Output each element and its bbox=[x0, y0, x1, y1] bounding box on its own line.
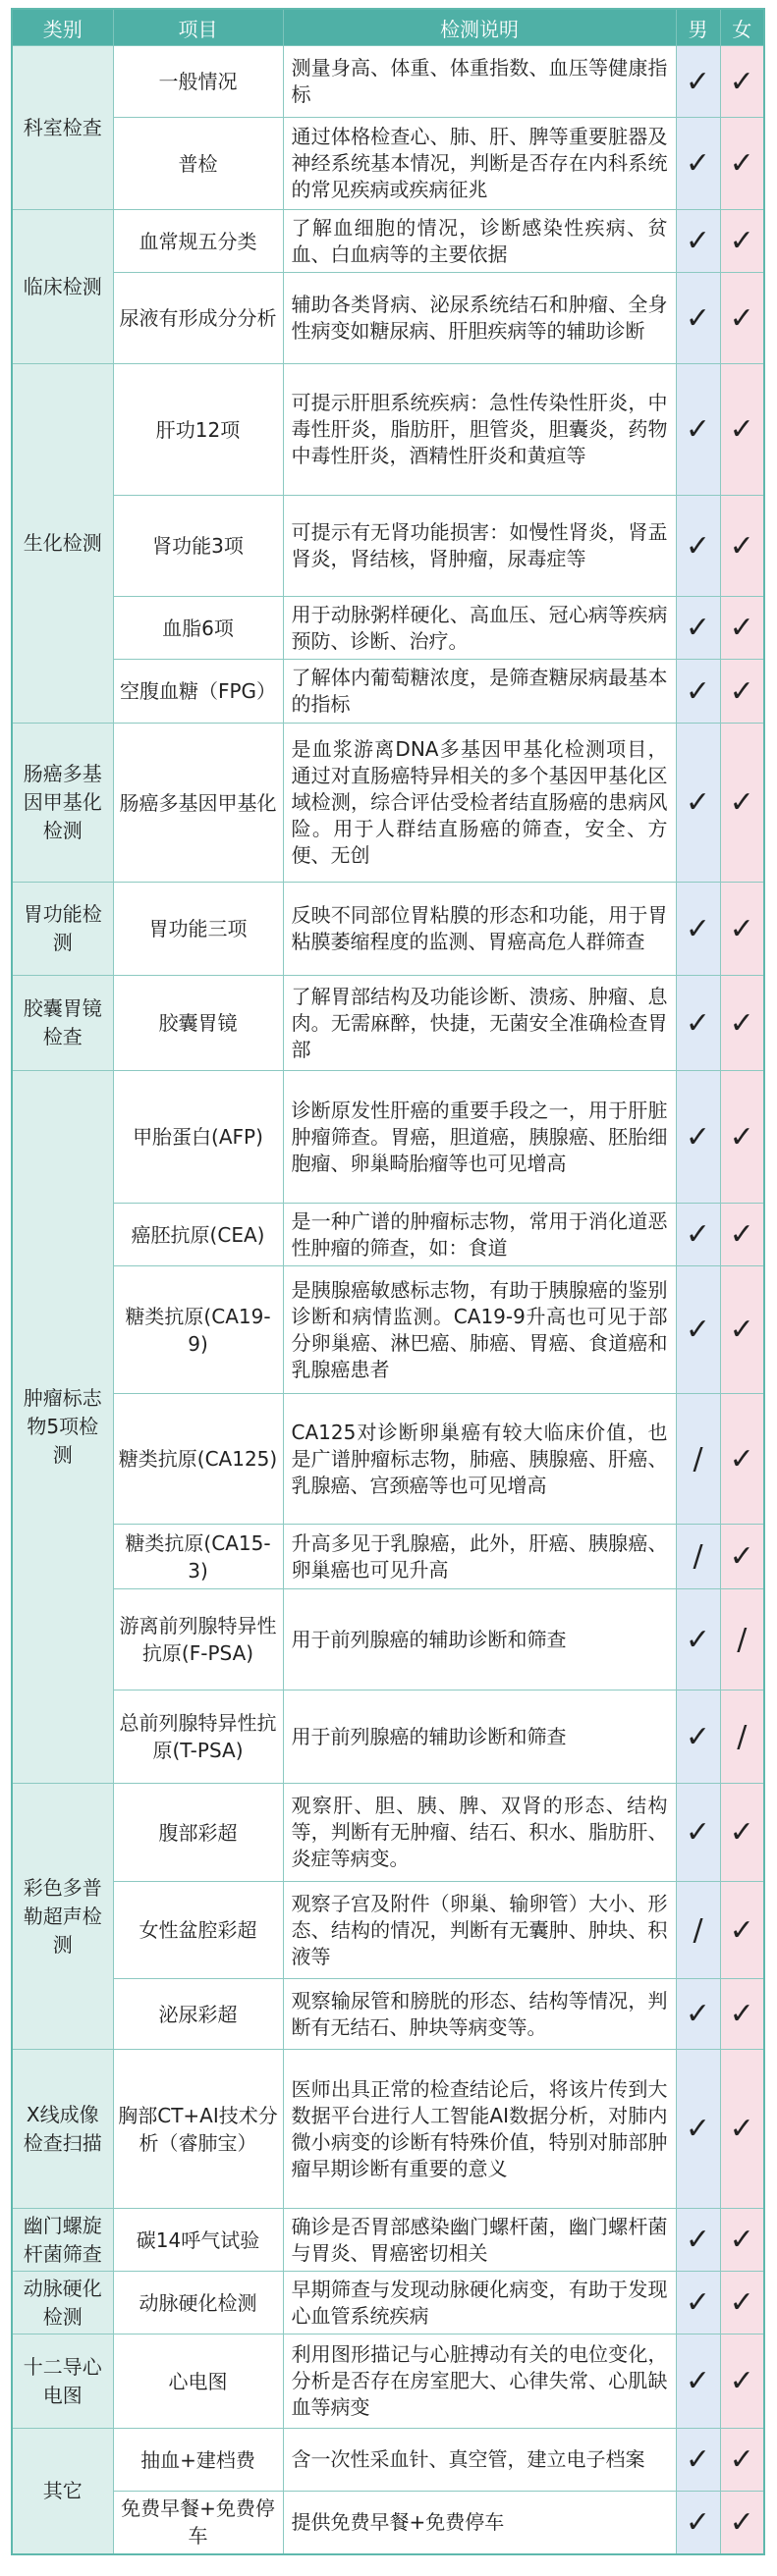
table-row bbox=[12, 1589, 764, 1690]
category-cell: 临床检测 bbox=[12, 210, 113, 364]
header-description: 检测说明 bbox=[283, 9, 676, 46]
table-row bbox=[12, 883, 764, 976]
male-mark-cell: ✓ bbox=[676, 1784, 720, 1882]
male-mark-cell: ✓ bbox=[676, 118, 720, 210]
table-row bbox=[12, 1266, 764, 1394]
item-cell: 尿液有形成分分析 bbox=[113, 273, 283, 364]
description-cell: 用于前列腺癌的辅助诊断和筛查 bbox=[283, 1690, 676, 1784]
female-mark-cell: ✓ bbox=[720, 976, 764, 1071]
description-cell: 用于动脉粥样硬化、高血压、冠心病等疾病预防、诊断、治疗。 bbox=[283, 597, 676, 660]
male-mark-cell: ✓ bbox=[676, 597, 720, 660]
description-cell: 观察输尿管和膀胱的形态、结构等情况，判断有无结石、肿块等病变等。 bbox=[283, 1979, 676, 2050]
female-mark-cell: ✓ bbox=[720, 210, 764, 273]
table-row bbox=[12, 1525, 764, 1589]
female-mark-cell: ✓ bbox=[720, 2272, 764, 2334]
description-cell: 诊断原发性肝癌的重要手段之一，用于肝脏肿瘤筛查。胃癌，胆道癌，胰腺癌、胚胎细胞瘤、卵巢畸胎瘤等也可见增高 bbox=[283, 1071, 676, 1204]
table-row bbox=[12, 46, 764, 118]
description-cell: 提供免费早餐+免费停车 bbox=[283, 2492, 676, 2554]
item-cell: 普检 bbox=[113, 118, 283, 210]
female-mark-cell: ✓ bbox=[720, 2209, 764, 2272]
male-mark-cell: ✓ bbox=[676, 1690, 720, 1784]
item-cell: 糖类抗原(CA15-3) bbox=[113, 1525, 283, 1589]
female-mark-cell: ✓ bbox=[720, 2050, 764, 2209]
item-cell: 总前列腺特异性抗原(T-PSA) bbox=[113, 1690, 283, 1784]
description-cell: 辅助各类肾病、泌尿系统结石和肿瘤、全身性病变如糖尿病、肝胆疾病等的辅助诊断 bbox=[283, 273, 676, 364]
item-cell: 甲胎蛋白(AFP) bbox=[113, 1071, 283, 1204]
category-cell: 彩色多普勒超声检测 bbox=[12, 1784, 113, 2050]
female-mark-cell: ✓ bbox=[720, 2334, 764, 2429]
female-mark-cell: ✓ bbox=[720, 273, 764, 364]
male-mark-cell: ✓ bbox=[676, 2209, 720, 2272]
table-row bbox=[12, 1204, 764, 1266]
table-row bbox=[12, 2272, 764, 2334]
category-cell: X线成像检查扫描 bbox=[12, 2050, 113, 2209]
exam-package-table-container bbox=[11, 8, 763, 2560]
description-cell: 了解胃部结构及功能诊断、溃疡、肿瘤、息肉。无需麻醉，快捷，无菌安全准确检查胃部 bbox=[283, 976, 676, 1071]
description-cell: 观察肝、胆、胰、脾、双肾的形态、结构等，判断有无肿瘤、结石、积水、脂肪肝、炎症等病变。 bbox=[283, 1784, 676, 1882]
table-row bbox=[12, 364, 764, 496]
table-row bbox=[12, 1979, 764, 2050]
description-cell: 观察子宫及附件（卵巢、输卵管）大小、形态、结构的情况，判断有无囊肿、肿块、积液等 bbox=[283, 1882, 676, 1979]
category-cell: 生化检测 bbox=[12, 364, 113, 724]
table-row bbox=[12, 660, 764, 724]
female-mark-cell: ✓ bbox=[720, 660, 764, 724]
male-mark-cell: ✓ bbox=[676, 1071, 720, 1204]
female-mark-cell: / bbox=[720, 1690, 764, 1784]
category-cell: 胶囊胃镜检查 bbox=[12, 976, 113, 1071]
description-cell: CA125对诊断卵巢癌有较大临床价值，也是广谱肿瘤标志物，肺癌、胰腺癌、肝癌、乳腺癌、宫颈癌等也可见增高 bbox=[283, 1394, 676, 1525]
description-cell: 了解血细胞的情况，诊断感染性疾病、贫血、白血病等的主要依据 bbox=[283, 210, 676, 273]
male-mark-cell: ✓ bbox=[676, 496, 720, 597]
female-mark-cell: ✓ bbox=[720, 1071, 764, 1204]
male-mark-cell: ✓ bbox=[676, 2334, 720, 2429]
description-cell: 可提示肝胆系统疾病：急性传染性肝炎，中毒性肝炎，脂肪肝，胆管炎，胆囊炎，药物中毒性肝炎，酒精性肝炎和黄疸等 bbox=[283, 364, 676, 496]
male-mark-cell: ✓ bbox=[676, 364, 720, 496]
description-cell: 是胰腺癌敏感标志物，有助于胰腺癌的鉴别诊断和病情监测。CA19-9升高也可见于部分卵巢癌、淋巴癌、肺癌、胃癌、食道癌和乳腺癌患者 bbox=[283, 1266, 676, 1394]
table-row bbox=[12, 976, 764, 1071]
item-cell: 胶囊胃镜 bbox=[113, 976, 283, 1071]
category-cell: 其它 bbox=[12, 2429, 113, 2554]
table-row bbox=[12, 2492, 764, 2554]
item-cell: 心电图 bbox=[113, 2334, 283, 2429]
table-row bbox=[12, 2334, 764, 2429]
item-cell: 血脂6项 bbox=[113, 597, 283, 660]
description-cell: 了解体内葡萄糖浓度，是筛查糖尿病最基本的指标 bbox=[283, 660, 676, 724]
male-mark-cell: ✓ bbox=[676, 210, 720, 273]
item-cell: 女性盆腔彩超 bbox=[113, 1882, 283, 1979]
table-row bbox=[12, 273, 764, 364]
description-cell: 反映不同部位胃粘膜的形态和功能，用于胃粘膜萎缩程度的监测、胃癌高危人群筛查 bbox=[283, 883, 676, 976]
item-cell: 癌胚抗原(CEA) bbox=[113, 1204, 283, 1266]
male-mark-cell: / bbox=[676, 1882, 720, 1979]
male-mark-cell: / bbox=[676, 1525, 720, 1589]
table-row bbox=[12, 1394, 764, 1525]
male-mark-cell: ✓ bbox=[676, 724, 720, 883]
table-row bbox=[12, 724, 764, 883]
description-cell: 用于前列腺癌的辅助诊断和筛查 bbox=[283, 1589, 676, 1690]
description-cell: 是一种广谱的肿瘤标志物，常用于消化道恶性肿瘤的筛查，如：食道 bbox=[283, 1204, 676, 1266]
table-row bbox=[12, 2050, 764, 2209]
female-mark-cell: ✓ bbox=[720, 1266, 764, 1394]
male-mark-cell: / bbox=[676, 1394, 720, 1525]
table-row bbox=[12, 2209, 764, 2272]
table-row bbox=[12, 118, 764, 210]
male-mark-cell: ✓ bbox=[676, 976, 720, 1071]
description-cell: 早期筛查与发现动脉硬化病变，有助于发现心血管系统疾病 bbox=[283, 2272, 676, 2334]
category-cell: 肿瘤标志物5项检测 bbox=[12, 1071, 113, 1784]
description-cell: 可提示有无肾功能损害：如慢性肾炎，肾盂肾炎，肾结核，肾肿瘤，尿毒症等 bbox=[283, 496, 676, 597]
table-header-row bbox=[12, 9, 764, 46]
category-cell: 十二导心电图 bbox=[12, 2334, 113, 2429]
category-cell: 胃功能检测 bbox=[12, 883, 113, 976]
table-row bbox=[12, 1784, 764, 1882]
header-male: 男 bbox=[676, 9, 720, 46]
table-row bbox=[12, 1690, 764, 1784]
item-cell: 碳14呼气试验 bbox=[113, 2209, 283, 2272]
female-mark-cell: ✓ bbox=[720, 883, 764, 976]
category-cell: 科室检查 bbox=[12, 46, 113, 210]
male-mark-cell: ✓ bbox=[676, 2429, 720, 2492]
item-cell: 免费早餐+免费停车 bbox=[113, 2492, 283, 2554]
description-cell: 通过体格检查心、肺、肝、脾等重要脏器及神经系统基本情况，判断是否存在内科系统的常见疾病或疾病征兆 bbox=[283, 118, 676, 210]
female-mark-cell: ✓ bbox=[720, 1394, 764, 1525]
description-cell: 含一次性采血针、真空管，建立电子档案 bbox=[283, 2429, 676, 2492]
description-cell: 是血浆游离DNA多基因甲基化检测项目，通过对直肠癌特异相关的多个基因甲基化区域检测，综合评估受检者结直肠癌的患病风险。用于人群结直肠癌的筛查，安全、方便、无创 bbox=[283, 724, 676, 883]
female-mark-cell: ✓ bbox=[720, 2492, 764, 2554]
item-cell: 肠癌多基因甲基化 bbox=[113, 724, 283, 883]
male-mark-cell: ✓ bbox=[676, 1204, 720, 1266]
description-cell: 升高多见于乳腺癌，此外，肝癌、胰腺癌、卵巢癌也可见升高 bbox=[283, 1525, 676, 1589]
item-cell: 胸部CT+AI技术分析（睿肺宝） bbox=[113, 2050, 283, 2209]
item-cell: 空腹血糖（FPG） bbox=[113, 660, 283, 724]
male-mark-cell: ✓ bbox=[676, 1589, 720, 1690]
male-mark-cell: ✓ bbox=[676, 660, 720, 724]
female-mark-cell: ✓ bbox=[720, 1784, 764, 1882]
table-row bbox=[12, 2429, 764, 2492]
male-mark-cell: ✓ bbox=[676, 2272, 720, 2334]
item-cell: 胃功能三项 bbox=[113, 883, 283, 976]
female-mark-cell: / bbox=[720, 1589, 764, 1690]
female-mark-cell: ✓ bbox=[720, 1979, 764, 2050]
category-cell: 动脉硬化检测 bbox=[12, 2272, 113, 2334]
table-row bbox=[12, 496, 764, 597]
item-cell: 糖类抗原(CA125) bbox=[113, 1394, 283, 1525]
female-mark-cell: ✓ bbox=[720, 118, 764, 210]
item-cell: 一般情况 bbox=[113, 46, 283, 118]
header-category: 类别 bbox=[12, 9, 113, 46]
female-mark-cell: ✓ bbox=[720, 1204, 764, 1266]
table-body bbox=[12, 46, 764, 2554]
category-cell: 幽门螺旋杆菌筛查 bbox=[12, 2209, 113, 2272]
item-cell: 腹部彩超 bbox=[113, 1784, 283, 1882]
table-row bbox=[12, 1882, 764, 1979]
item-cell: 游离前列腺特异性抗原(F-PSA) bbox=[113, 1589, 283, 1690]
header-female: 女 bbox=[720, 9, 764, 46]
female-mark-cell: ✓ bbox=[720, 597, 764, 660]
item-cell: 肾功能3项 bbox=[113, 496, 283, 597]
table-row bbox=[12, 210, 764, 273]
category-cell: 肠癌多基因甲基化检测 bbox=[12, 724, 113, 883]
header-item: 项目 bbox=[113, 9, 283, 46]
female-mark-cell: ✓ bbox=[720, 364, 764, 496]
description-cell: 医师出具正常的检查结论后，将该片传到大数据平台进行人工智能AI数据分析，对肺内微小病变的诊断有特殊价值，特别对肺部肿瘤早期诊断有重要的意义 bbox=[283, 2050, 676, 2209]
item-cell: 肝功12项 bbox=[113, 364, 283, 496]
male-mark-cell: ✓ bbox=[676, 273, 720, 364]
table-row bbox=[12, 1071, 764, 1204]
female-mark-cell: ✓ bbox=[720, 724, 764, 883]
item-cell: 动脉硬化检测 bbox=[113, 2272, 283, 2334]
item-cell: 抽血+建档费 bbox=[113, 2429, 283, 2492]
male-mark-cell: ✓ bbox=[676, 1979, 720, 2050]
male-mark-cell: ✓ bbox=[676, 2050, 720, 2209]
male-mark-cell: ✓ bbox=[676, 46, 720, 118]
male-mark-cell: ✓ bbox=[676, 2492, 720, 2554]
description-cell: 利用图形描记与心脏搏动有关的电位变化，分析是否存在房室肥大、心律失常、心肌缺血等病变 bbox=[283, 2334, 676, 2429]
table-row bbox=[12, 597, 764, 660]
exam-package-table bbox=[11, 8, 765, 2555]
female-mark-cell: ✓ bbox=[720, 2429, 764, 2492]
female-mark-cell: ✓ bbox=[720, 1525, 764, 1589]
item-cell: 血常规五分类 bbox=[113, 210, 283, 273]
female-mark-cell: ✓ bbox=[720, 1882, 764, 1979]
description-cell: 测量身高、体重、体重指数、血压等健康指标 bbox=[283, 46, 676, 118]
male-mark-cell: ✓ bbox=[676, 1266, 720, 1394]
female-mark-cell: ✓ bbox=[720, 496, 764, 597]
female-mark-cell: ✓ bbox=[720, 46, 764, 118]
item-cell: 泌尿彩超 bbox=[113, 1979, 283, 2050]
male-mark-cell: ✓ bbox=[676, 883, 720, 976]
item-cell: 糖类抗原(CA19-9) bbox=[113, 1266, 283, 1394]
description-cell: 确诊是否胃部感染幽门螺杆菌，幽门螺杆菌与胃炎、胃癌密切相关 bbox=[283, 2209, 676, 2272]
